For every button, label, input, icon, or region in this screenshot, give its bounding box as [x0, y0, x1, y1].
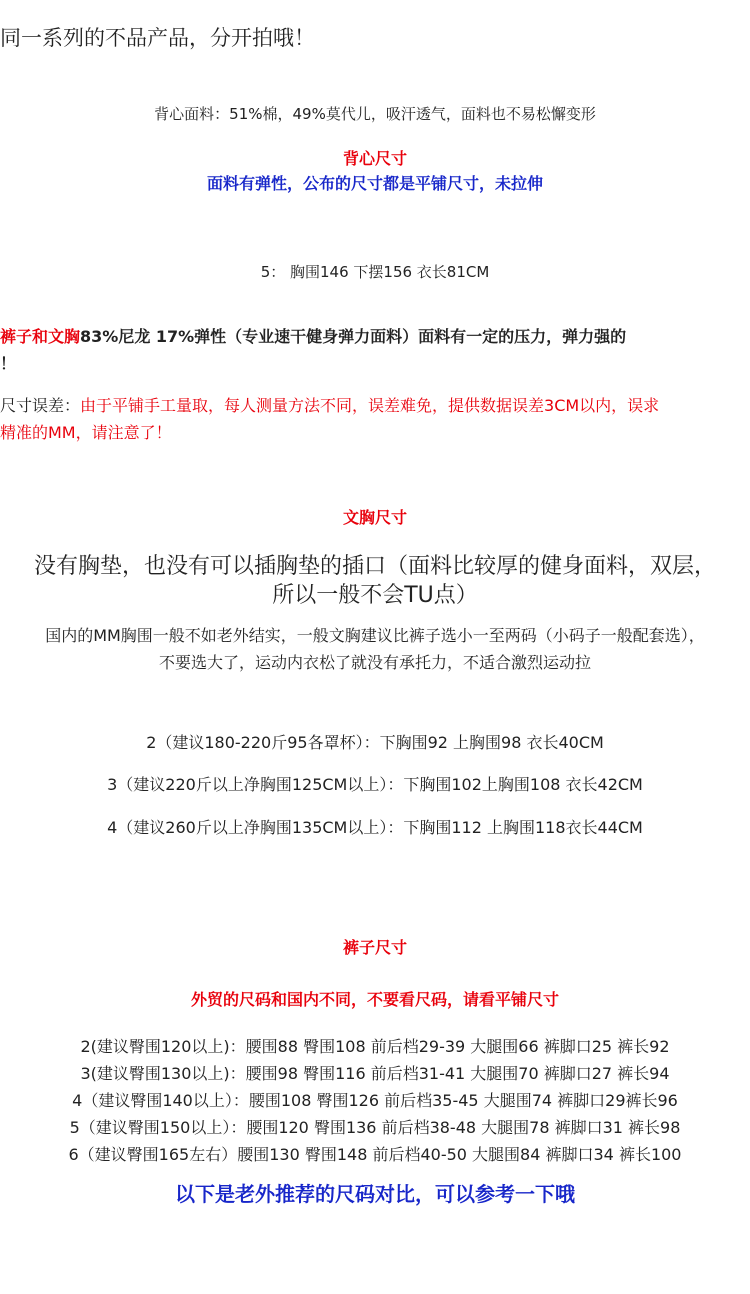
pants-bra-fabric-line1: [0, 324, 626, 347]
page-title: 同一系列的不品产品，分开拍哦！: [0, 26, 315, 50]
footer-note: 以下是老外推荐的尺码对比，可以参考一下哦: [175, 1182, 575, 1206]
pants-size-row: 4（建议臀围140以上）：腰围108 臀围126 前后档35-45 大腿围74 裤脚口29裤长96: [72, 1091, 678, 1110]
error-note-text: 由于平铺手工量取，每人测量方法不同，误差难免，提供数据误差3CM以内，误求: [80, 396, 660, 415]
bra-size-row: 2（建议180-220斤95各罩杯）：下胸围92 上胸围98 衣长40CM: [146, 733, 604, 752]
pants-bra-fabric-text: 83%尼龙 17%弹性（专业速干健身弹力面料）面料有一定的压力，弹力强的: [80, 327, 627, 346]
bra-size-row: 4（建议260斤以上净胸围135CM以上）：下胸围112 上胸围118衣长44CM: [107, 818, 643, 837]
vest-size-row: 5： 胸围146 下摆156 衣长81CM: [260, 263, 490, 281]
pants-bra-label: 裤子和文胸: [0, 327, 81, 346]
pants-size-row: 3(建议臀围130以上)：腰围98 臀围116 前后档31-41 大腿围70 裤脚口27 裤长94: [80, 1064, 670, 1083]
pants-bra-fabric-line2: ！: [0, 354, 17, 373]
pants-size-row: 6（建议臀围165左右）腰围130 臀围148 前后档40-50 大腿围84 裤脚口34 裤长100: [68, 1145, 682, 1164]
pants-size-row: 5（建议臀围150以上）：腰围120 臀围136 前后档38-48 大腿围78 裤脚口31 裤长98: [69, 1118, 681, 1137]
error-note-label: 尺寸误差：: [0, 396, 81, 415]
vest-fabric-text: 背心面料：51%棉，49%莫代儿，吸汗透气，面料也不易松懈变形: [154, 105, 596, 123]
bra-size-heading: 文胸尺寸: [342, 508, 407, 527]
error-note-line2: 精准的MM，请注意了！: [0, 423, 172, 442]
pants-size-heading: 裤子尺寸: [342, 938, 407, 957]
vest-size-heading: 背心尺寸: [342, 149, 407, 168]
bra-pad-note-line2: 所以一般不会TU点）: [272, 583, 478, 608]
bra-advice-line1: 国内的MM胸围一般不如老外结实，一般文胸建议比裤子选小一至两码（小码子一般配套选），: [45, 626, 705, 645]
bra-advice-line2: 不要选大了，运动内衣松了就没有承托力，不适合激烈运动拉: [158, 653, 591, 672]
pants-size-row: 2(建议臀围120以上)：腰围88 臀围108 前后档29-39 大腿围66 裤脚口25 裤长92: [80, 1037, 670, 1056]
vest-size-note: 面料有弹性，公布的尺寸都是平铺尺寸，未拉伸: [206, 174, 543, 193]
bra-pad-note-line1: 没有胸垫，也没有可以插胸垫的插口（面料比较厚的健身面料，双层，: [33, 554, 716, 579]
error-note-line1: [0, 393, 659, 416]
pants-size-note: 外贸的尺码和国内不同，不要看尺码，请看平铺尺寸: [190, 990, 559, 1009]
bra-size-row: 3（建议220斤以上净胸围125CM以上）：下胸围102上胸围108 衣长42CM: [107, 775, 643, 794]
